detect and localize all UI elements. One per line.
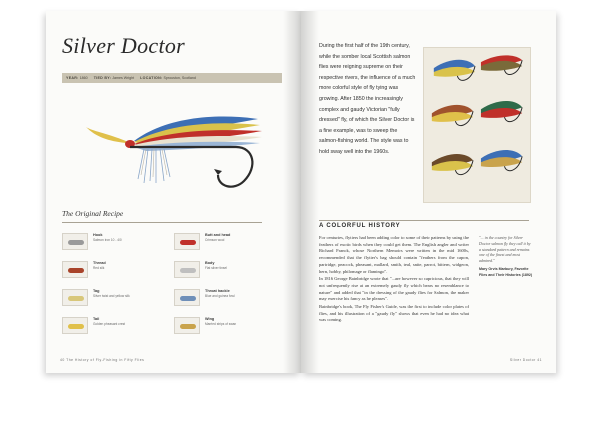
recipe-title: The Original Recipe [62,209,124,218]
ingredient-thumbnail [62,261,88,278]
section-heading: A COLORFUL HISTORY [319,223,401,229]
ingredient-thumbnail [174,261,200,278]
body-text [319,235,469,325]
ingredient-throat-hackle [174,289,235,306]
ingredient-desc: Flat silver tinsel [205,266,227,270]
ingredient-desc: Blue and guinea fowl [205,294,235,298]
left-page-footer: 40 The History of Fly-Fishing in Fifty Flies [60,358,145,362]
right-page [301,11,556,373]
ingredient-hook [62,233,122,250]
sidebar-quote [479,235,533,279]
ingredient-name: Body [205,261,215,265]
recipe-heading [62,209,262,223]
fly-meta-bar [62,73,282,83]
ingredient-desc: Red silk [93,266,105,270]
ingredient-name: Hook [93,233,103,237]
body-paragraph: Bainbridge's book, The Fly Fisher's Guide, was the first to include color plates of flies, and his illustration of a "gaudy fly" shows that even he had no idea what was coming. [319,304,469,323]
ingredient-tail [62,317,125,334]
year-value: 1860 [79,76,88,80]
body-paragraph: For centuries, flytiers had been adding color to some of their patterns by using the feathers of exotic birds when they could get them. The English angler and writer Richard Franck, whose Northern Memoirs were written in the mid 1600s, recommended that the flytier's bag should contain "feathers from the capon, partridge, peacock, pheasant, mallard, smith, teal, snite, parrot, bittern, widgeon, hern, hobby, philomage or flamingo". [319,235,469,274]
ingredient-thumbnail [62,233,88,250]
ingredient-desc: Salmon iron 10 - 4/0 [93,238,122,242]
ingredient-name: Tail [93,317,100,321]
ingredient-name: Tag [93,289,100,293]
ingredient-desc: Golden pheasant crest [93,322,126,326]
ingredient-body [174,261,227,278]
page-gutter-shadow [301,11,319,373]
ingredient-thread [62,261,106,278]
ingredient-desc: Married strips of swan [205,322,237,326]
ingredient-thumbnail [62,317,88,334]
ingredient-desc: Silver twist and yellow silk [93,294,130,298]
recipe-rule [62,222,262,223]
open-book [46,11,556,373]
ingredient-thumbnail [174,289,200,306]
page-gutter-shadow [283,11,301,373]
ingredient-name: Throat hackle [205,289,230,293]
quote-text: "... in the country for Silver Doctor salmon fly they call it by a standard pattern and remains one of the finest and most admired." [479,235,531,264]
year-label: YEAR: [66,76,79,80]
quote-attribution: Mary Orvis Marbury, Favorite Flies and Their Histories (1892) [479,266,533,277]
ingredient-name: Butt and head [205,233,231,237]
ingredient-butt-and-head [174,233,230,250]
intro-paragraph: During the first half of the 19th century, while the somber local Scottish salmon flies were reigning supreme on their respective rivers, the influence of a much more colorful style of fly tying was growing. After 1850 the increasingly complex and gaudy Victorian "fully dressed" fly, of which the Silver Doctor is a fine example, was to sweep the salmon-fishing world. The style was to hold sway well into the 1960s. [319,43,416,155]
ingredient-tag [62,289,130,306]
page-title: Silver Doctor [62,33,186,58]
tied-by-label: TIED BY: [93,76,112,80]
ingredient-name: Thread [93,261,106,265]
tied-by-value: James Wright [112,76,135,80]
body-paragraph: In 1816 George Bainbridge wrote that "...are however so capricious, that they will not unfrequently rise at an extremely gaudy fly which bears no resemblance to nature" and added that "in the dressing of the gaudy flies for Salmon, the maker may exercise his fancy as he pleases". [319,276,469,302]
ingredient-desc: Crimson wool [205,238,225,242]
location-label: LOCATION: [140,76,163,80]
ingredient-thumbnail [174,233,200,250]
ingredient-name: Wing [205,317,215,321]
right-page-footer: Silver Doctor 41 [509,358,542,362]
left-page [46,11,301,373]
ingredient-wing [174,317,236,334]
ingredient-thumbnail [174,317,200,334]
salmon-fly-illustration [86,97,266,197]
ingredient-thumbnail [62,289,88,306]
section-rule [319,220,529,221]
fly-plate-illustration [423,47,531,203]
location-value: Sprouston, Scotland [163,76,196,80]
